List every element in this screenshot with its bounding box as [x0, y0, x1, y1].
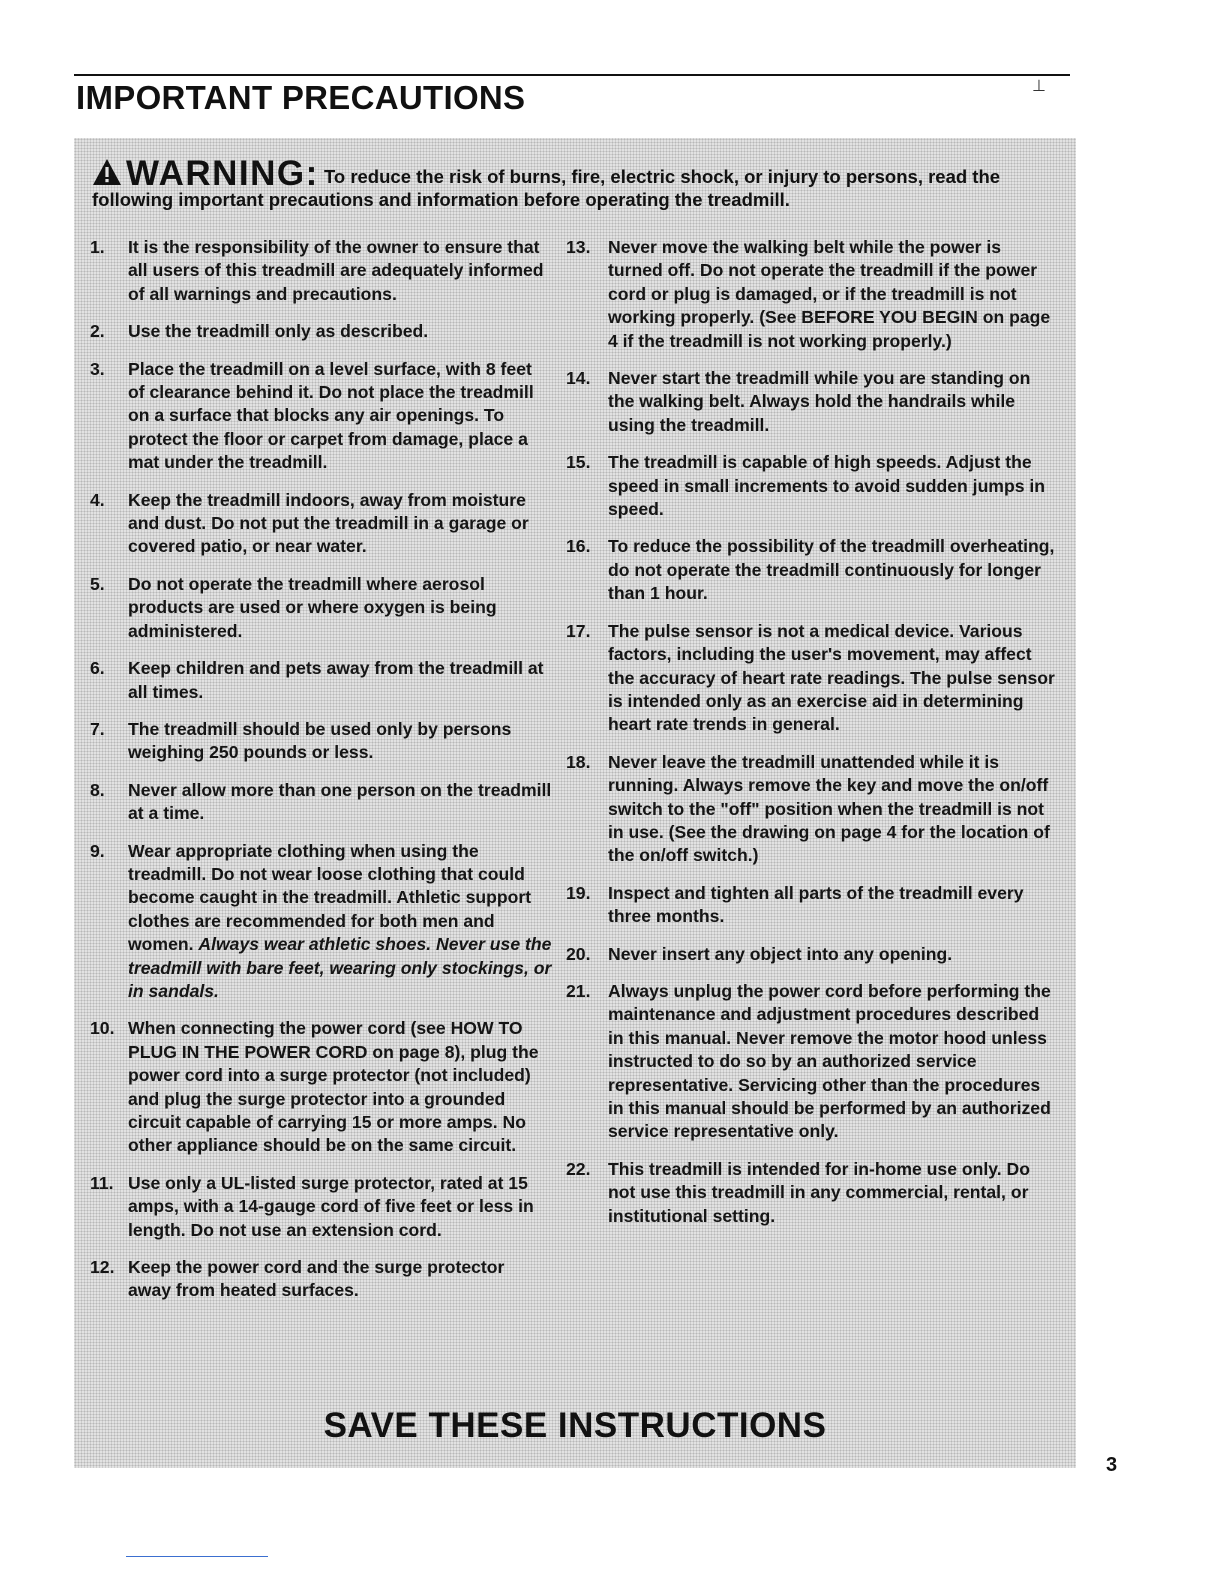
- precaution-item-6: 6. Keep children and pets away from the treadmill at all times.: [90, 658, 544, 702]
- precaution-item-7: 7. The treadmill should be used only by persons weighing 250 pounds or less.: [90, 718, 512, 763]
- precaution-item-16: 16. To reduce the possibility of the treadmill overheating, do not operate the treadmill continuously for longer than 1 hour.: [566, 536, 1055, 604]
- warning-triangle-icon: [92, 158, 122, 186]
- page-number: 3: [1106, 1454, 1118, 1476]
- precaution-item-1: 1. It is the responsibility of the owner to ensure that all users of this treadmill are adequately informed of all warnings and precautions.: [90, 237, 544, 304]
- precaution-item-8: 8. Never allow more than one person on the treadmill at a time.: [90, 779, 552, 824]
- precaution-item-2: 2. Use the treadmill only as described.: [90, 321, 429, 342]
- save-instructions-heading: SAVE THESE INSTRUCTIONS: [323, 1406, 827, 1445]
- precaution-item-4: 4. Keep the treadmill indoors, away from moisture and dust. Do not put the treadmill in a garage or covered patio, or near water.: [90, 489, 529, 557]
- precaution-item-14: 14. Never start the treadmill while you are standing on the walking belt. Always hold the handrails while using the treadmill.: [566, 368, 1031, 435]
- page-title: IMPORTANT PRECAUTIONS: [76, 79, 526, 116]
- precaution-item-15: 15. The treadmill is capable of high speeds. Adjust the speed in small increments to avoid sudden jumps in speed.: [566, 452, 1046, 520]
- emphasis-text: Always wear athletic shoes. Never use the treadmill with bare feet, wearing only stockings, or in sandals.: [128, 934, 552, 1001]
- precaution-item-22: 22. This treadmill is intended for in-home use only. Do not use this treadmill in any commercial, rental, or institutional setting.: [566, 1158, 1030, 1226]
- precaution-item-10: 10. When connecting the power cord (see HOW TO PLUG IN THE POWER CORD on page 8), plug the power cord into a surge protector (not included) and plug the surge protector into a grounded circuit capable of carrying 15 or more amps. No other appliance should be on the same circuit.: [90, 1018, 539, 1156]
- bottom-rule: [126, 1556, 268, 1557]
- top-rule: [74, 74, 1070, 76]
- warning-text: To reduce the risk of burns, fire, electric shock, or injury to persons, read the following important precautions and information before operating the treadmill.: [92, 166, 1001, 210]
- precaution-item-9: 9. Wear appropriate clothing when using the treadmill. Do not wear loose clothing that could become caught in the treadmill. Athletic support clothes are recommended for both men and women. Always wear athletic shoes. Never use the treadmill with bare feet, wearing only stockings, or in sandals.: [90, 840, 552, 1001]
- precautions-panel: [74, 138, 1076, 1468]
- precaution-item-11: 11. Use only a UL-listed surge protector, rated at 15 amps, with a 14-gauge cord of five feet or less in length. Do not use an extension cord.: [90, 1172, 534, 1240]
- precaution-item-18: 18. Never leave the treadmill unattended while it is running. Always remove the key and move the on/off switch to the "off" position when the treadmill is not in use. (See the drawing on page 4 for the location of the on/off switch.): [566, 751, 1050, 866]
- left-column: [90, 236, 552, 1317]
- warning-label: WARNING:: [126, 154, 319, 193]
- corner-mark: ⊥: [1032, 78, 1046, 95]
- precaution-item-17: 17. The pulse sensor is not a medical device. Various factors, including the user's movement, may affect the accuracy of heart rate readings. The pulse sensor is intended only as an exercise aid in determining heart rate trends in general.: [566, 620, 1055, 735]
- warning-block: [92, 154, 1062, 211]
- precaution-item-5: 5. Do not operate the treadmill where aerosol products are used or where oxygen is being administered.: [90, 573, 497, 641]
- precaution-item-20: 20. Never insert any object into any opening.: [566, 943, 953, 964]
- precaution-item-19: 19. Inspect and tighten all parts of the treadmill every three months.: [566, 882, 1024, 927]
- precaution-item-12: 12. Keep the power cord and the surge protector away from heated surfaces.: [90, 1257, 505, 1301]
- precaution-item-21: 21. Always unplug the power cord before performing the maintenance and adjustment procedures described in this manual. Never remove the motor hood unless instructed to do so by an authorized service representative. Servicing other than the procedures in this manual should be performed by an authorized service representative only.: [566, 980, 1051, 1142]
- precaution-item-13: 13. Never move the walking belt while the power is turned off. Do not operate the treadmill if the power cord or plug is damaged, or if the treadmill is not working properly. (See BEFORE YOU BEGIN on page 4 if the treadmill is not working properly.): [566, 237, 1051, 351]
- precaution-item-3: 3. Place the treadmill on a level surface, with 8 feet of clearance behind it. Do not place the treadmill on a surface that blocks any air openings. To protect the floor or carpet from damage, place a mat under the treadmill.: [90, 358, 534, 473]
- right-column: [566, 236, 1056, 1242]
